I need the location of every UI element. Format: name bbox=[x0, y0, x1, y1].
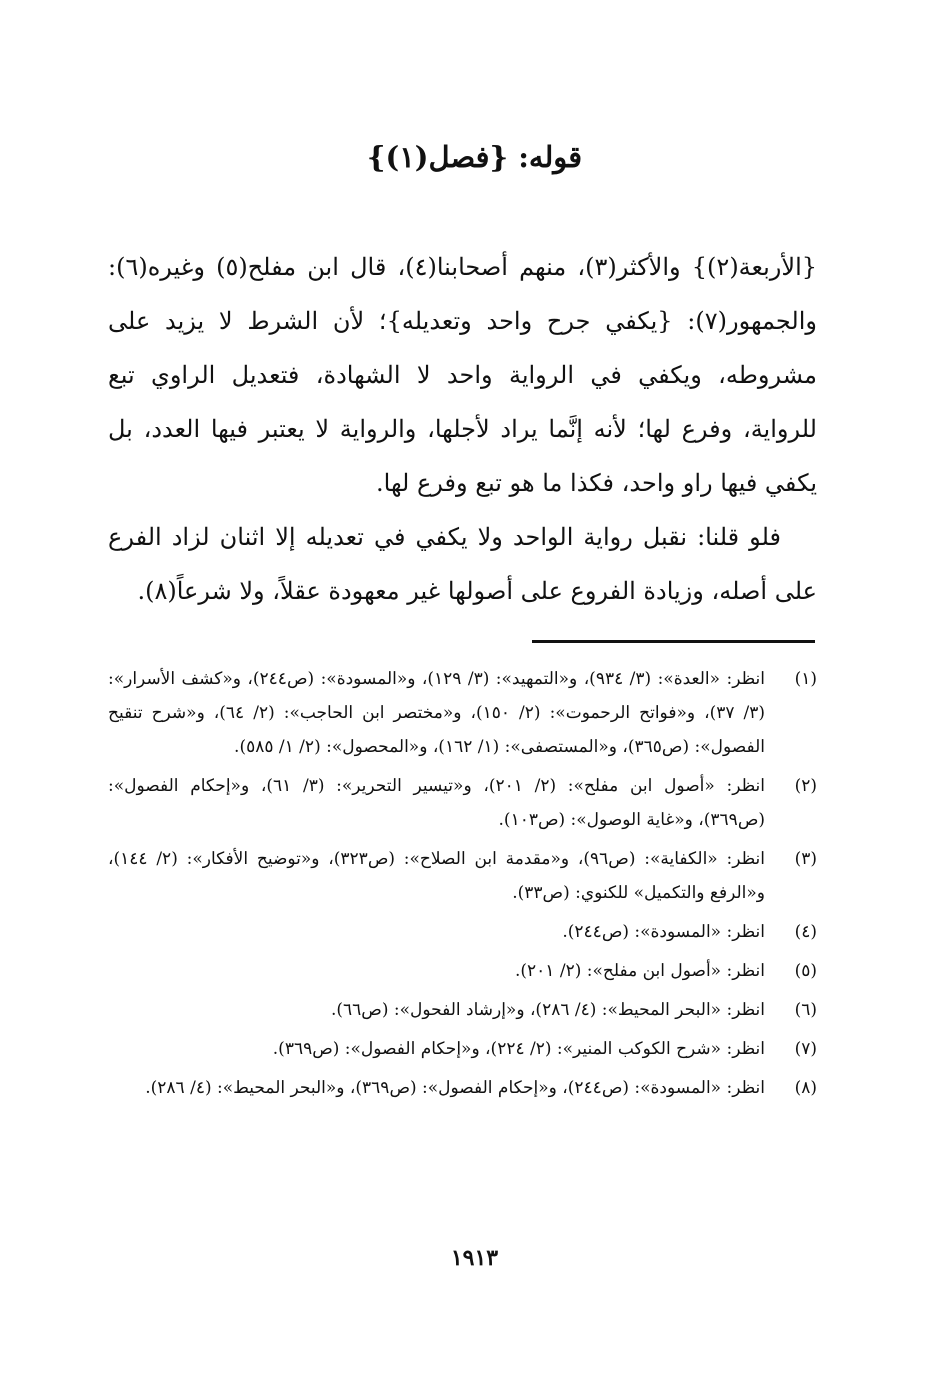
section-heading: قوله: {فصل(١)} bbox=[366, 140, 583, 174]
footnote-text: انظر: «العدة»: (٣/ ٩٣٤)، و«التمهيد»: (٣/ ١٢٩)، و«المسودة»: (ص٢٤٤)، و«كشف الأسرار»: (٣/ ٣٧)، و«فواتح الرحموت»: (٢/ ١٥٠)، و«مختصر ابن الحاجب»: (٢/ ٦٤)، و«شرح تنقيح الفصول»: (ص٣٦٥)، و«المستصفى»: (١/ ١٦٢)، و«المحصول»: (٢/ ١/ ٥٨٥). bbox=[108, 669, 765, 757]
footnote-number: (١) bbox=[794, 669, 817, 689]
footnote bbox=[108, 993, 817, 1027]
footnote-number: (٧) bbox=[794, 1039, 817, 1059]
main-text bbox=[108, 240, 817, 618]
footnote-separator bbox=[532, 640, 815, 643]
footnote-text: انظر: «أصول ابن مفلح»: (٢/ ٢٠١)، و«تيسير التحرير»: (٣/ ٦١)، و«إحكام الفصول»: (ص٣٦٩)، و«غاية الوصول»: (ص١٠٣). bbox=[108, 776, 765, 830]
footnote bbox=[108, 842, 817, 910]
footnote bbox=[108, 1032, 817, 1066]
paragraph-1: {الأربعة(٢)} والأكثر(٣)، منهم أصحابنا(٤)، قال ابن مفلح(٥) وغيره(٦): والجمهور(٧): {يكفي جرح واحد وتعديله}؛ لأن الشرط لا يزيد على مشروطه، ويكفي في الرواية واحد لا الشهادة، فتعديل الراوي تبع للرواية، وفرع لها؛ لأنه إنَّما يراد لأجلها، والرواية لا يعتبر فيها العدد، بل يكفي فيها راو واحد، فكذا ما هو تبع وفرع لها. bbox=[108, 253, 818, 497]
paragraph-2: فلو قلنا: نقبل رواية الواحد ولا يكفي في تعديله إلا اثنان لزاد الفرع على أصله، وزيادة الفروع على أصولها غير معهودة عقلاً، ولا شرعاً(٨). bbox=[108, 523, 817, 605]
footnote-text: انظر: «شرح الكوكب المنير»: (٢/ ٢٢٤)، و«إحكام الفصول»: (ص٣٦٩). bbox=[272, 1039, 765, 1059]
footnote-number: (٢) bbox=[794, 776, 817, 796]
page-number: ١٩١٣ bbox=[450, 1245, 499, 1271]
footnote bbox=[108, 954, 817, 988]
footnote-text: انظر: «الكفاية»: (ص٩٦)، و«مقدمة ابن الصلاح»: (ص٣٢٣)، و«توضيح الأفكار»: (٢/ ١٤٤)، و«الرفع والتكميل» للكنوي: (ص٣٣). bbox=[108, 849, 766, 903]
footnote-text: انظر: «المسودة»: (ص٢٤٤). bbox=[562, 922, 765, 942]
footnote-text: انظر: «البحر المحيط»: (٤/ ٢٨٦)، و«إرشاد الفحول»: (ص٦٦). bbox=[330, 1000, 765, 1020]
footnote-number: (٤) bbox=[794, 922, 817, 942]
footnote-text: انظر: «المسودة»: (ص٢٤٤)، و«إحكام الفصول»: (ص٣٦٩)، و«البحر المحيط»: (٤/ ٢٨٦). bbox=[145, 1078, 765, 1098]
footnote-number: (٨) bbox=[794, 1078, 817, 1098]
footnotes bbox=[108, 662, 817, 1110]
footnote bbox=[108, 769, 817, 837]
footnote-number: (٥) bbox=[794, 961, 817, 981]
footnote-text: انظر: «أصول ابن مفلح»: (٢/ ٢٠١). bbox=[514, 961, 765, 981]
footnote bbox=[108, 1071, 817, 1105]
footnote-number: (٣) bbox=[794, 849, 817, 869]
footnote bbox=[108, 915, 817, 949]
footnote-number: (٦) bbox=[794, 1000, 817, 1020]
footnote bbox=[108, 662, 817, 764]
